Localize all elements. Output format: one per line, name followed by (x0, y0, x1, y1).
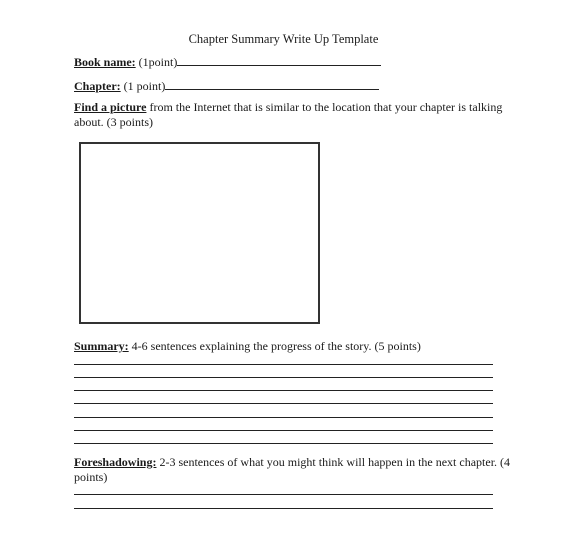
find-picture-text: from the Internet that is similar to the location that your chapter is talking about. (3 points) (74, 100, 503, 129)
book-name-label: Book name: (74, 55, 136, 69)
picture-box[interactable] (79, 142, 320, 324)
chapter-blank[interactable] (165, 77, 379, 90)
summary-instruction (74, 339, 514, 354)
chapter-points: (1 point) (123, 79, 166, 93)
foreshadowing-text: 2-3 sentences of what you might think will happen in the next chapter. (4 points) (74, 455, 511, 484)
summary-line[interactable] (74, 390, 493, 391)
summary-label: Summary: (74, 339, 129, 353)
foreshadowing-line[interactable] (74, 494, 493, 495)
book-name-blank[interactable] (177, 53, 381, 66)
foreshadowing-label: Foreshadowing: (74, 455, 157, 469)
find-picture-instruction (74, 100, 514, 130)
summary-line[interactable] (74, 364, 493, 365)
book-name-points: (1point) (138, 55, 178, 69)
summary-line[interactable] (74, 443, 493, 444)
summary-line[interactable] (74, 403, 493, 404)
foreshadowing-instruction (74, 455, 514, 485)
summary-line[interactable] (74, 430, 493, 431)
foreshadowing-line[interactable] (74, 508, 493, 509)
summary-text: 4-6 sentences explaining the progress of the story. (5 points) (131, 339, 421, 353)
chapter-row (74, 77, 379, 94)
summary-line[interactable] (74, 417, 493, 418)
find-picture-label: Find a picture (74, 100, 147, 114)
page-title: Chapter Summary Write Up Template (188, 32, 379, 46)
book-name-row (74, 53, 381, 70)
chapter-label: Chapter: (74, 79, 121, 93)
summary-line[interactable] (74, 377, 493, 378)
